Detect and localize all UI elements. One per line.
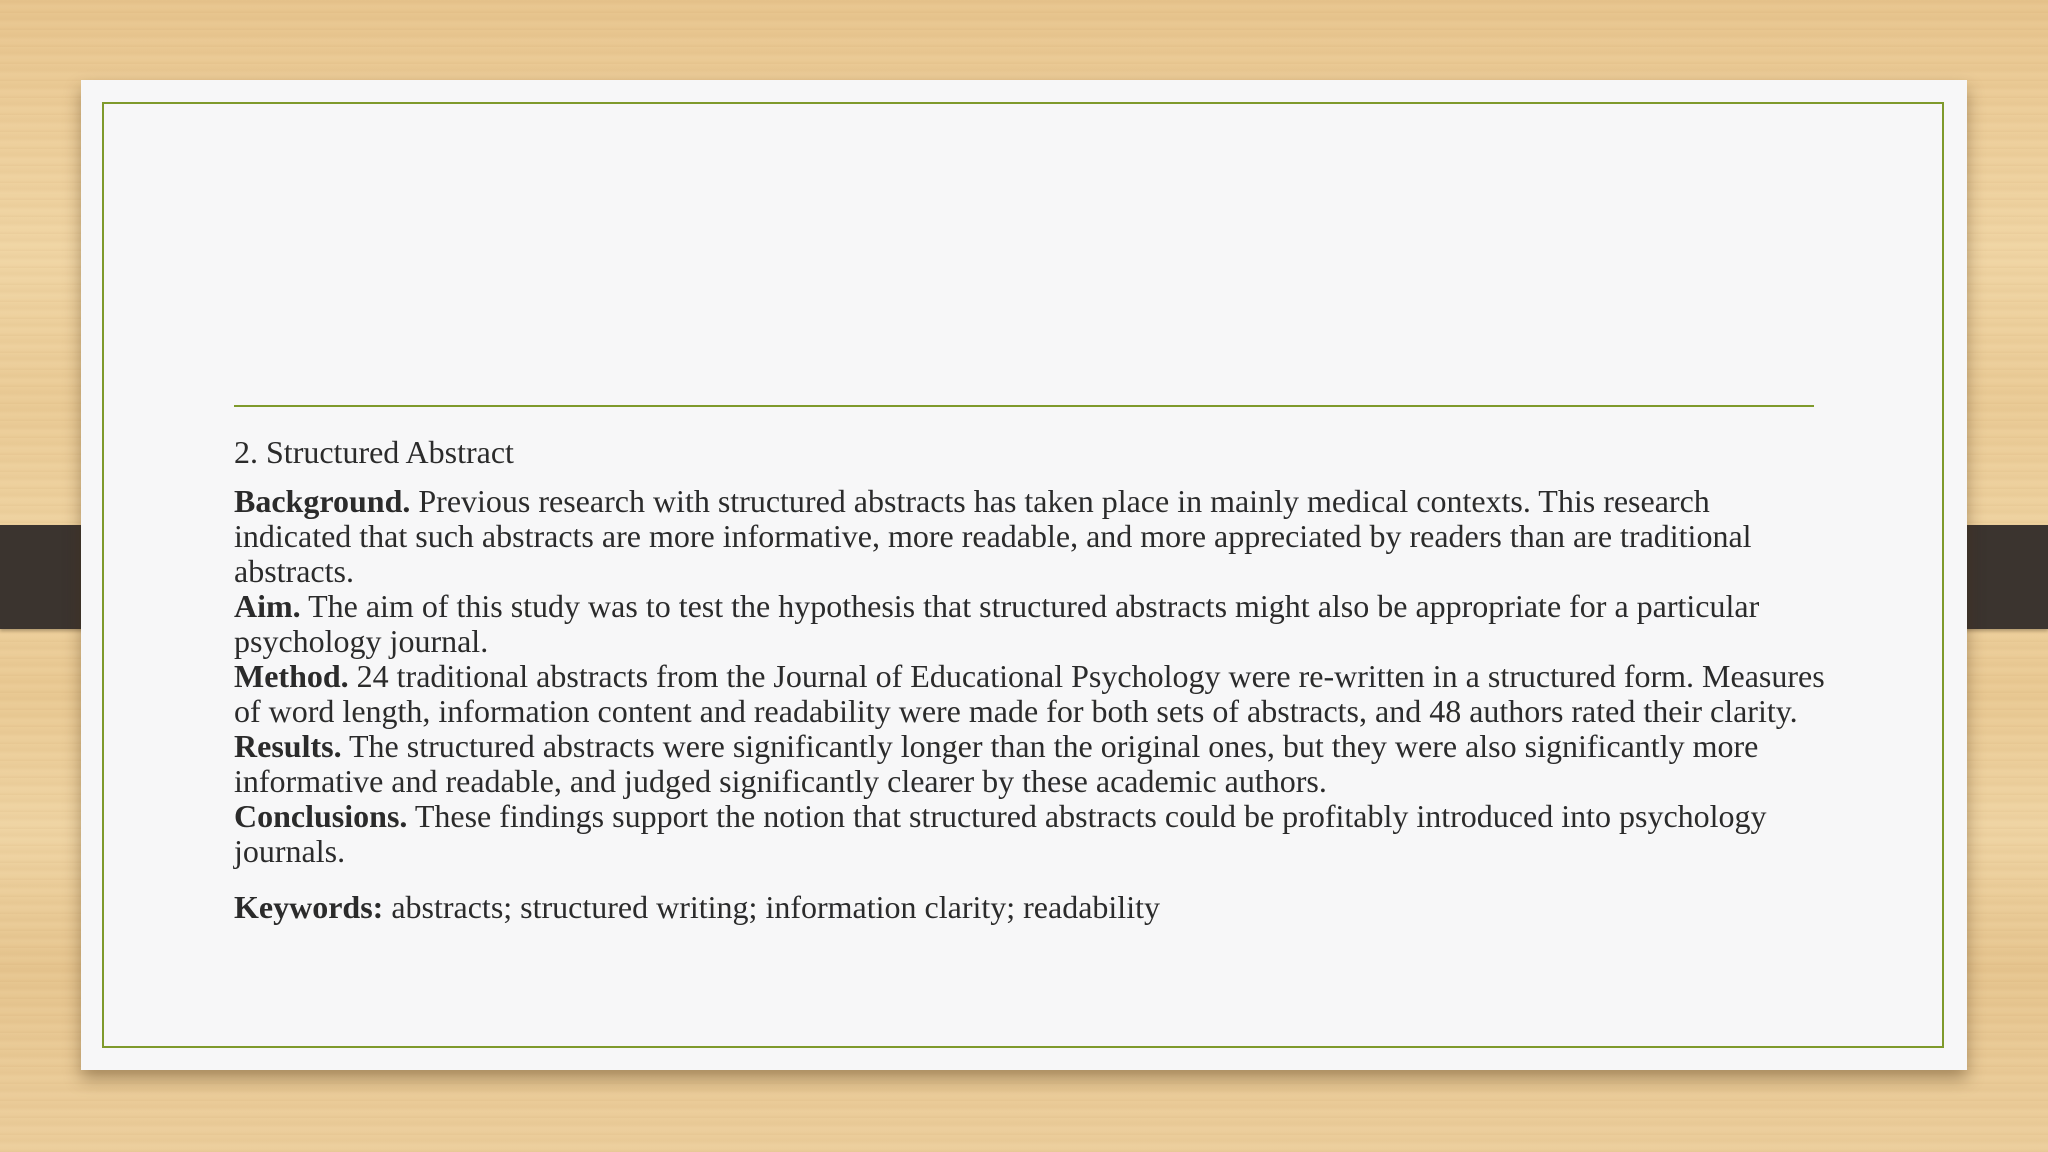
label-results: Results. — [234, 728, 342, 764]
label-method: Method. — [234, 658, 349, 694]
paragraph-background — [234, 484, 1834, 589]
text-method: 24 traditional abstracts from the Journal of Educational Psychology were re-written in a structured form. Measures of word length, information content and readability were made for both sets of abstracts, and 48 authors rated their clarity. — [234, 658, 1825, 729]
abstract-body — [234, 484, 1834, 869]
keywords-text: abstracts; structured writing; information clarity; readability — [391, 889, 1160, 925]
label-background: Background. — [234, 483, 411, 519]
slide-content — [234, 430, 1834, 927]
text-results: The structured abstracts were significantly longer than the original ones, but they were also significantly more informative and readable, and judged significantly clearer by these academic authors. — [234, 728, 1759, 799]
paragraph-aim — [234, 589, 1834, 659]
text-aim: The aim of this study was to test the hypothesis that structured abstracts might also be appropriate for a particular psychology journal. — [234, 588, 1760, 659]
paragraph-conclusions — [234, 799, 1834, 869]
label-conclusions: Conclusions. — [234, 798, 408, 834]
keywords-line — [234, 887, 1834, 927]
keywords-label: Keywords: — [234, 889, 384, 925]
label-aim: Aim. — [234, 588, 301, 624]
paragraph-method — [234, 659, 1834, 729]
section-heading: 2. Structured Abstract — [234, 434, 514, 470]
text-conclusions: These findings support the notion that structured abstracts could be profitably introduced into psychology journals. — [234, 798, 1767, 869]
paragraph-results — [234, 729, 1834, 799]
text-background: Previous research with structured abstracts has taken place in mainly medical contexts. This research indicated that such abstracts are more informative, more readable, and more appreciated by readers than are traditional abstracts. — [234, 483, 1752, 589]
title-divider-line — [234, 405, 1814, 407]
